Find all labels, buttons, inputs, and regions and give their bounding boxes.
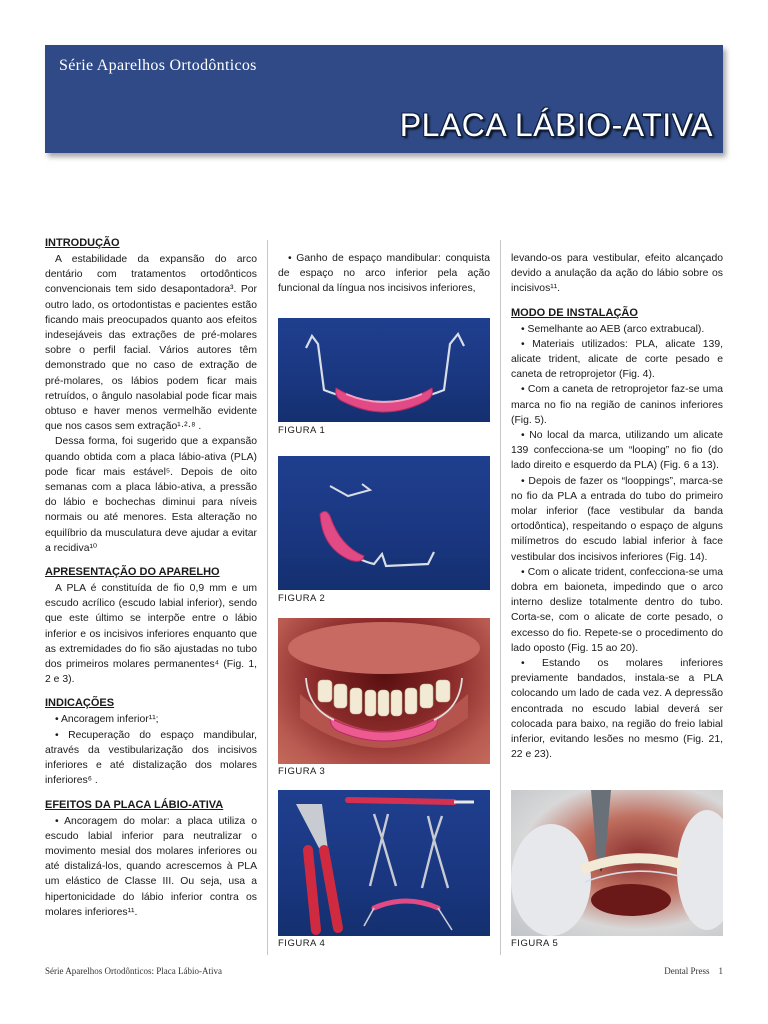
appliance-wire-icon: [278, 318, 490, 422]
paragraph: levando-os para vestibular, efeito alcançado devido a anulação da ação do lábio sobre os incisivos¹¹.: [511, 253, 723, 295]
column-divider-2: [500, 240, 501, 955]
paragraph: A PLA é constituída de fio 0,9 mm e um escudo acrílico (escudo labial inferior), sendo que este último se interpõe entre o lábio inferior e os incisivos inferiores enquanto que as extremidades do fio são ajustadas no tubo dos primeiros molares permanentes⁴ (Fig. 1, 2 e 3).: [45, 583, 257, 686]
section-heading-modo-instalacao: MODO DE INSTALAÇÃO: [511, 306, 638, 319]
figure-5-caption: FIGURA 5: [511, 938, 559, 949]
series-title: Série Aparelhos Ortodônticos: [59, 57, 257, 74]
bullet-item: • No local da marca, utilizando um alicate 139 confecciona-se um “looping” no fio (do lado direito e esquerdo da PLA) (Fig. 6 a 13).: [511, 430, 723, 472]
bullet-item: • Ganho de espaço mandibular: conquista de espaço no arco inferior pela ação funcional da língua nos incisivos inferiores,: [278, 253, 490, 295]
figure-2-image: [278, 456, 490, 590]
section-heading-efeitos: EFEITOS DA PLACA LÁBIO-ATIVA: [45, 798, 224, 811]
bullet-item: • Ancoragem inferior¹¹;: [55, 714, 159, 726]
bullet-item: • Com o alicate trident, confecciona-se uma dobra em baioneta, impedindo que o arco interno deslize totalmente dentro do tubo. Corta-se, com o alicate de corte pesado, o excesso do fio. Repete-se o procedimento do lado oposto (Fig. 15 ao 20).: [511, 566, 723, 654]
section-heading-introducao: INTRODUÇÃO: [45, 237, 120, 249]
appliance-wire-icon: [278, 456, 490, 590]
section-heading-apresentacao: APRESENTAÇÃO DO APARELHO: [45, 566, 220, 579]
paragraph: Dessa forma, foi sugerido que a expansão quando obtida com a placa lábio-ativa (PLA) pode ficar mais estável⁵. Depois de oito semanas com a placa lábio-ativa, a pressão do lábio e bochechas diminui para níveis normais ou até menores. Esta alteração no equilíbrio da musculatura deve ajudar a evitar a recidiva¹⁰: [45, 436, 257, 554]
figure-1-caption: FIGURA 1: [278, 425, 326, 436]
figure-2-caption: FIGURA 2: [278, 593, 326, 604]
clinical-photo-icon: [511, 790, 723, 936]
footer-left: Série Aparelhos Ortodônticos: Placa Lábio-Ativa: [45, 966, 222, 976]
figure-4-image: [278, 790, 490, 936]
figure-5-image: [511, 790, 723, 936]
figure-4-caption: FIGURA 4: [278, 938, 326, 949]
figure-3-caption: FIGURA 3: [278, 766, 326, 777]
bullet-item: • Depois de fazer os “looppings”, marca-se no fio da PLA a entrada do tubo do primeiro molar inferior (face vestibular da banda ortodôntica), respeitando o espaço de alguns milímetros do escudo labial inferior à face vestibular dos incisivos inferiores (Fig. 14).: [511, 475, 723, 563]
bullet-item: • Estando os molares inferiores previamente bandados, instala-se a PLA colocando um lado de cada vez. A depressão encontrada no escudo labial deverá ser colocada para baixo, na região do freio labial inferior, evitando lesões no mesmo (Fig. 21, 22 e 23).: [511, 658, 723, 761]
header-banner: [45, 45, 723, 153]
bullet-item: • Recuperação do espaço mandibular, através da vestibularização dos incisivos inferiores e até distalização dos molares inferiores⁶ .: [45, 729, 257, 787]
column-3: [511, 251, 723, 763]
bullet-item: • Semelhante ao AEB (arco extrabucal).: [521, 323, 705, 335]
column-divider-1: [267, 240, 268, 955]
bullet-item: • Ancoragem do molar: a placa utiliza o escudo labial inferior para neutralizar o movimento mesial dos molares inferiores ou até distalizá-los, quando acrescemos à PLA um elástico de Classe III. Ou seja, usa a hipertonicidade do lábio inferior contra os molares inferiores¹¹.: [45, 815, 257, 918]
figure-3-image: [278, 618, 490, 764]
column-1: [45, 236, 257, 920]
column-2: [278, 251, 490, 297]
orthodontic-instruments-icon: [278, 790, 490, 936]
intraoral-photo-icon: [278, 618, 490, 764]
figure-1-image: [278, 318, 490, 422]
article-title: PLACA LÁBIO-ATIVA: [399, 107, 713, 143]
paragraph: A estabilidade da expansão do arco dentário com tratamentos ortodônticos convencionais tem sido desapontadora³. Por outro lado, os ortodontistas e pacientes estão ficando mais preocupados quanto aos efeitos indesejáveis das extrações de pré-molares sobre o perfil facial. Vários autores têm demonstrado que no caso de extração de pré-molares, os lábios podem ficar mais retruídos, o ângulo nasolabial pode ficar mais obtuso e haver menos vermelhão evidente que nos casos sem extração¹·²·⁸ .: [45, 254, 257, 433]
section-heading-indicacoes: INDICAÇÕES: [45, 697, 115, 710]
footer-right: Dental Press 1: [664, 966, 723, 976]
bullet-item: • Com a caneta de retroprojetor faz-se uma marca no fio na região de caninos inferiores (Fig. 5).: [511, 384, 723, 426]
bullet-item: • Materiais utilizados: PLA, alicate 139, alicate trident, alicate de corte pesado e caneta de retroprojetor (Fig. 4).: [511, 338, 723, 381]
